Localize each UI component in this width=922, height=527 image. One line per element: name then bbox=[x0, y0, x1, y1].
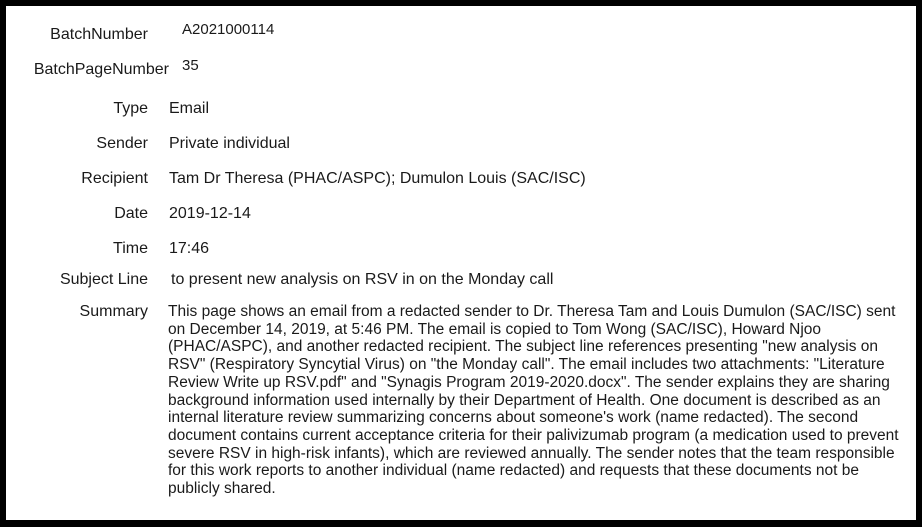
sender-label: Sender bbox=[96, 135, 148, 152]
batch-page-number-label: BatchPageNumber bbox=[33, 61, 169, 78]
batch-number-label: BatchNumber bbox=[50, 26, 148, 43]
sender-value: Private individual bbox=[169, 135, 290, 152]
date-label: Date bbox=[114, 205, 148, 222]
subject-line-label: Subject Line bbox=[59, 271, 148, 288]
recipient-label: Recipient bbox=[81, 170, 148, 187]
summary-text: This page shows an email from a redacted sender to Dr. Theresa Tam and Louis Dumulon (SAC/ISC) sent on December 14, 2019, at 5:46 PM. The email is copied to Tom Wong (SAC/ISC), Howard Njoo (PHAC/ASPC), and another redacted recipient. The subject line references presenting "new analysis on RSV" (Respiratory Syncytial Virus) on "the Monday call". The email includes two attachments: "Literature Review Write up RSV.pdf" and "Synagis Program 2019-2020.docx". The sender explains they are sharing background information used internally by their Department of Health. One document is described as an internal literature review summarizing concerns about someone's work (name redacted). The second document contains current acceptance criteria for their palivizumab program (a medication used to prevent severe RSV in high-risk infants), which are reviewed annually. The sender notes that the team responsible for this work reports to another individual (name redacted) and requests that these documents not be publicly shared. bbox=[168, 303, 899, 498]
date-value: 2019-12-14 bbox=[169, 205, 251, 222]
metadata-panel bbox=[6, 6, 916, 520]
recipient-value: Tam Dr Theresa (PHAC/ASPC); Dumulon Louis (SAC/ISC) bbox=[169, 170, 586, 187]
type-label: Type bbox=[113, 100, 148, 117]
type-value: Email bbox=[169, 100, 210, 117]
subject-line-value: to present new analysis on RSV in on the Monday call bbox=[171, 271, 554, 288]
batch-number-value: A2021000114 bbox=[182, 21, 275, 38]
batch-page-number-value: 35 bbox=[182, 57, 199, 74]
time-label: Time bbox=[113, 240, 148, 257]
time-value: 17:46 bbox=[169, 240, 210, 257]
summary-label: Summary bbox=[79, 303, 148, 320]
